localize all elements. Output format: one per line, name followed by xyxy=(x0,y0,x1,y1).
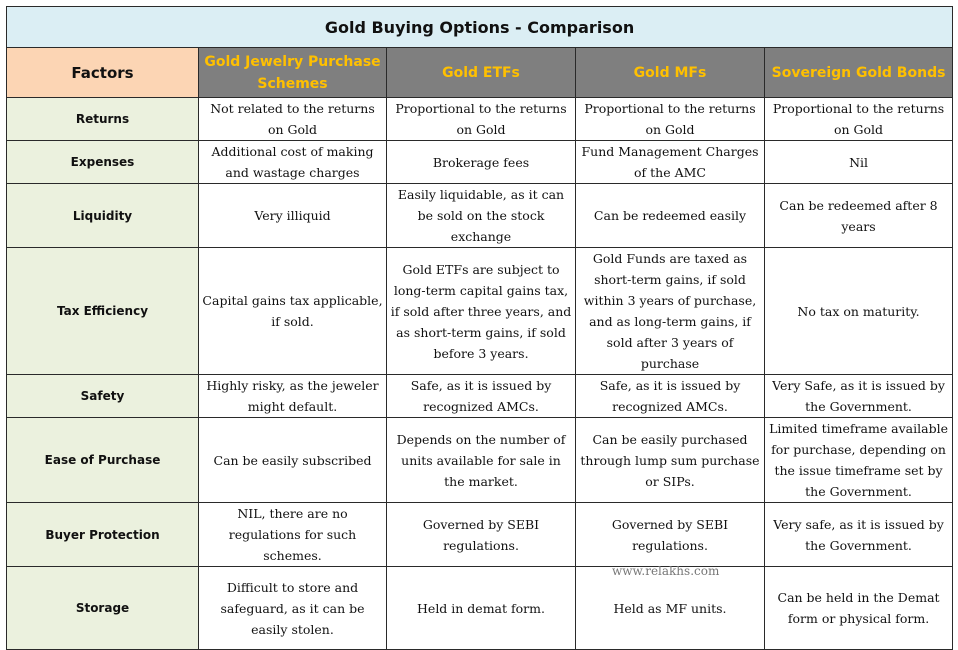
table-cell: Capital gains tax applicable, if sold. xyxy=(199,248,387,375)
comparison-table-container xyxy=(6,6,952,637)
header-gold-mfs: Gold MFs xyxy=(576,48,765,98)
table-row xyxy=(7,567,953,650)
table-cell: Can be easily purchased through lump sum purchase or SIPs. xyxy=(576,418,765,503)
watermark: www.relakhs.com xyxy=(612,564,720,578)
table-cell: Not related to the returns on Gold xyxy=(199,98,387,141)
factor-label: Storage xyxy=(7,567,199,650)
table-cell: Gold ETFs are subject to long-term capital gains tax, if sold after three years, and as short-term gains, if sold before 3 years. xyxy=(387,248,576,375)
table-cell: Safe, as it is issued by recognized AMCs. xyxy=(387,375,576,418)
table-cell: Can be easily subscribed xyxy=(199,418,387,503)
table-cell: Nil xyxy=(765,141,953,184)
table-row xyxy=(7,184,953,248)
table-cell: Very Safe, as it is issued by the Government. xyxy=(765,375,953,418)
table-row xyxy=(7,418,953,503)
table-cell: Highly risky, as the jeweler might default. xyxy=(199,375,387,418)
table-row xyxy=(7,375,953,418)
table-cell: Limited timeframe available for purchase, depending on the issue timeframe set by the Government. xyxy=(765,418,953,503)
table-row xyxy=(7,503,953,567)
table-cell: Easily liquidable, as it can be sold on the stock exchange xyxy=(387,184,576,248)
table-cell: Difficult to store and safeguard, as it can be easily stolen. xyxy=(199,567,387,650)
table-row xyxy=(7,98,953,141)
factor-label: Buyer Protection xyxy=(7,503,199,567)
table-cell: Safe, as it is issued by recognized AMCs. xyxy=(576,375,765,418)
table-cell: Very safe, as it is issued by the Government. xyxy=(765,503,953,567)
table-cell: No tax on maturity. xyxy=(765,248,953,375)
table-cell: Brokerage fees xyxy=(387,141,576,184)
table-cell: Fund Management Charges of the AMC xyxy=(576,141,765,184)
table-cell: Can be held in the Demat form or physical form. xyxy=(765,567,953,650)
table-cell: Governed by SEBI regulations. xyxy=(576,503,765,567)
table-cell: Held in demat form. xyxy=(387,567,576,650)
table-row xyxy=(7,248,953,375)
header-sovereign-gold-bonds: Sovereign Gold Bonds xyxy=(765,48,953,98)
factor-label: Expenses xyxy=(7,141,199,184)
table-cell: Proportional to the returns on Gold xyxy=(387,98,576,141)
factor-label: Tax Efficiency xyxy=(7,248,199,375)
table-title: Gold Buying Options - Comparison xyxy=(7,7,953,48)
table-cell: Gold Funds are taxed as short-term gains, if sold within 3 years of purchase, and as long-term gains, if sold after 3 years of purchase xyxy=(576,248,765,375)
table-cell: Proportional to the returns on Gold xyxy=(765,98,953,141)
factor-label: Ease of Purchase xyxy=(7,418,199,503)
table-cell: Held as MF units. xyxy=(576,567,765,650)
factor-label: Liquidity xyxy=(7,184,199,248)
comparison-table xyxy=(6,6,953,650)
table-row xyxy=(7,141,953,184)
header-gold-jewelry-schemes: Gold Jewelry Purchase Schemes xyxy=(199,48,387,98)
table-cell: NIL, there are no regulations for such schemes. xyxy=(199,503,387,567)
header-factors: Factors xyxy=(7,48,199,98)
table-cell: Additional cost of making and wastage charges xyxy=(199,141,387,184)
header-gold-etfs: Gold ETFs xyxy=(387,48,576,98)
table-cell: Can be redeemed easily xyxy=(576,184,765,248)
table-cell: Very illiquid xyxy=(199,184,387,248)
factor-label: Safety xyxy=(7,375,199,418)
table-cell: Can be redeemed after 8 years xyxy=(765,184,953,248)
table-cell: Governed by SEBI regulations. xyxy=(387,503,576,567)
table-cell: Depends on the number of units available for sale in the market. xyxy=(387,418,576,503)
factor-label: Returns xyxy=(7,98,199,141)
table-cell: Proportional to the returns on Gold xyxy=(576,98,765,141)
